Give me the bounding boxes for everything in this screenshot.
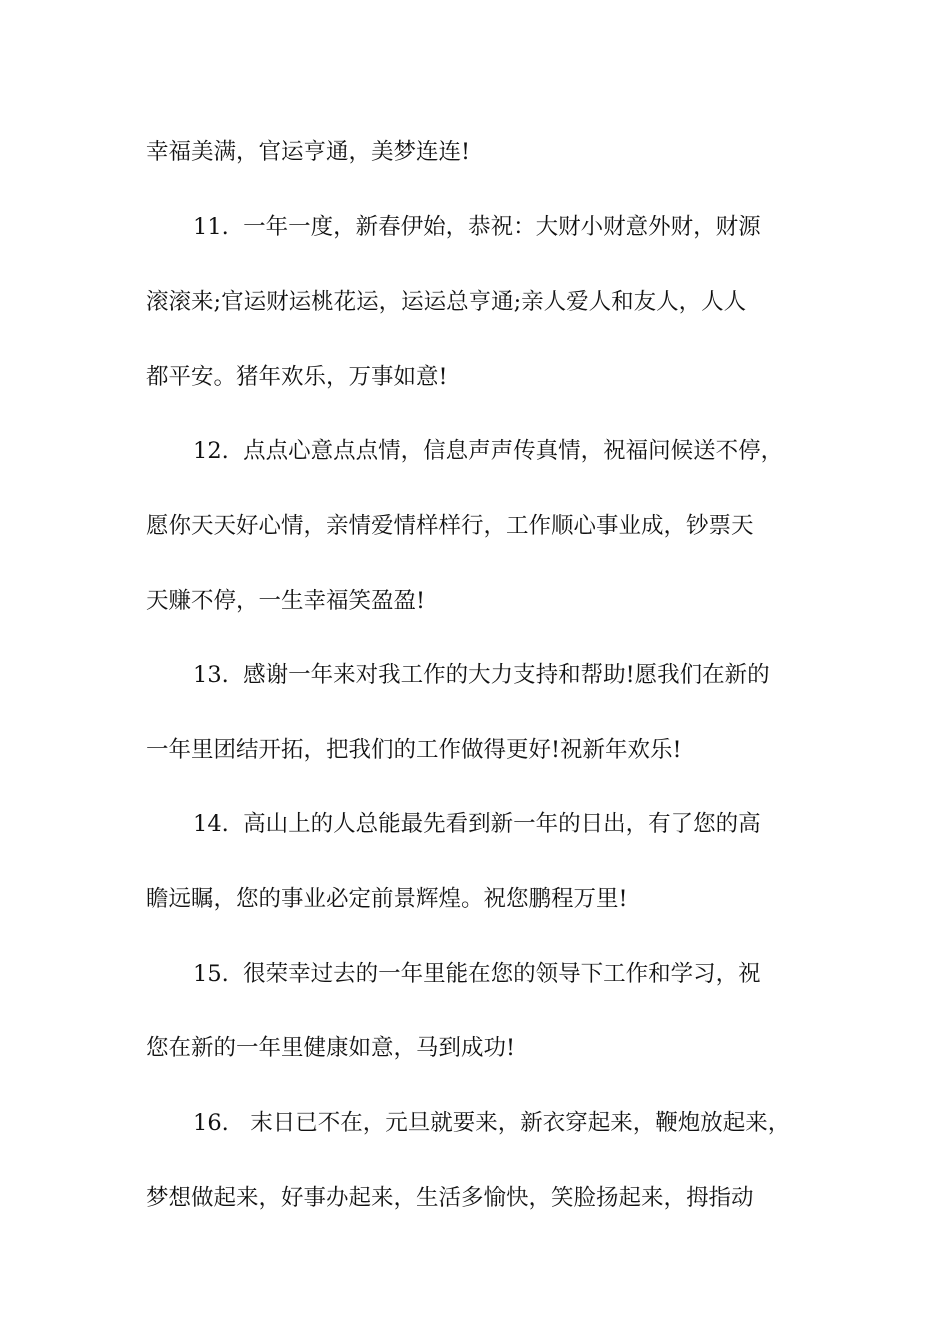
text-line: 13. 感谢一年来对我工作的大力支持和帮助!愿我们在新的 (193, 662, 770, 688)
text-line: 16. 末日已不在，元旦就要来，新衣穿起来，鞭炮放起来， (193, 1110, 791, 1136)
text-line: 天赚不停，一生幸福笑盈盈! (146, 588, 426, 614)
text-line: 梦想做起来，好事办起来，生活多愉快，笑脸扬起来，拇指动 (146, 1185, 754, 1211)
text-line: 瞻远瞩，您的事业必定前景辉煌。祝您鹏程万里! (146, 886, 628, 912)
text-line: 一年里团结开拓，把我们的工作做得更好!祝新年欢乐! (146, 737, 682, 763)
text-line: 幸福美满，官运亨通，美梦连连! (146, 139, 471, 165)
text-line: 14. 高山上的人总能最先看到新一年的日出，有了您的高 (193, 811, 761, 837)
text-line: 您在新的一年里健康如意，马到成功! (146, 1035, 516, 1061)
text-line: 滚滚来;官运财运桃花运，运运总亨通;亲人爱人和友人，人人 (146, 289, 747, 315)
text-line: 11. 一年一度，新春伊始，恭祝：大财小财意外财，财源 (193, 214, 761, 240)
text-line: 都平安。猪年欢乐，万事如意! (146, 364, 448, 390)
text-line: 15. 很荣幸过去的一年里能在您的领导下工作和学习，祝 (193, 961, 761, 987)
text-line: 12. 点点心意点点情，信息声声传真情，祝福问候送不停， (193, 438, 784, 464)
text-line: 愿你天天好心情，亲情爱情样样行，工作顺心事业成，钞票天 (146, 513, 754, 539)
